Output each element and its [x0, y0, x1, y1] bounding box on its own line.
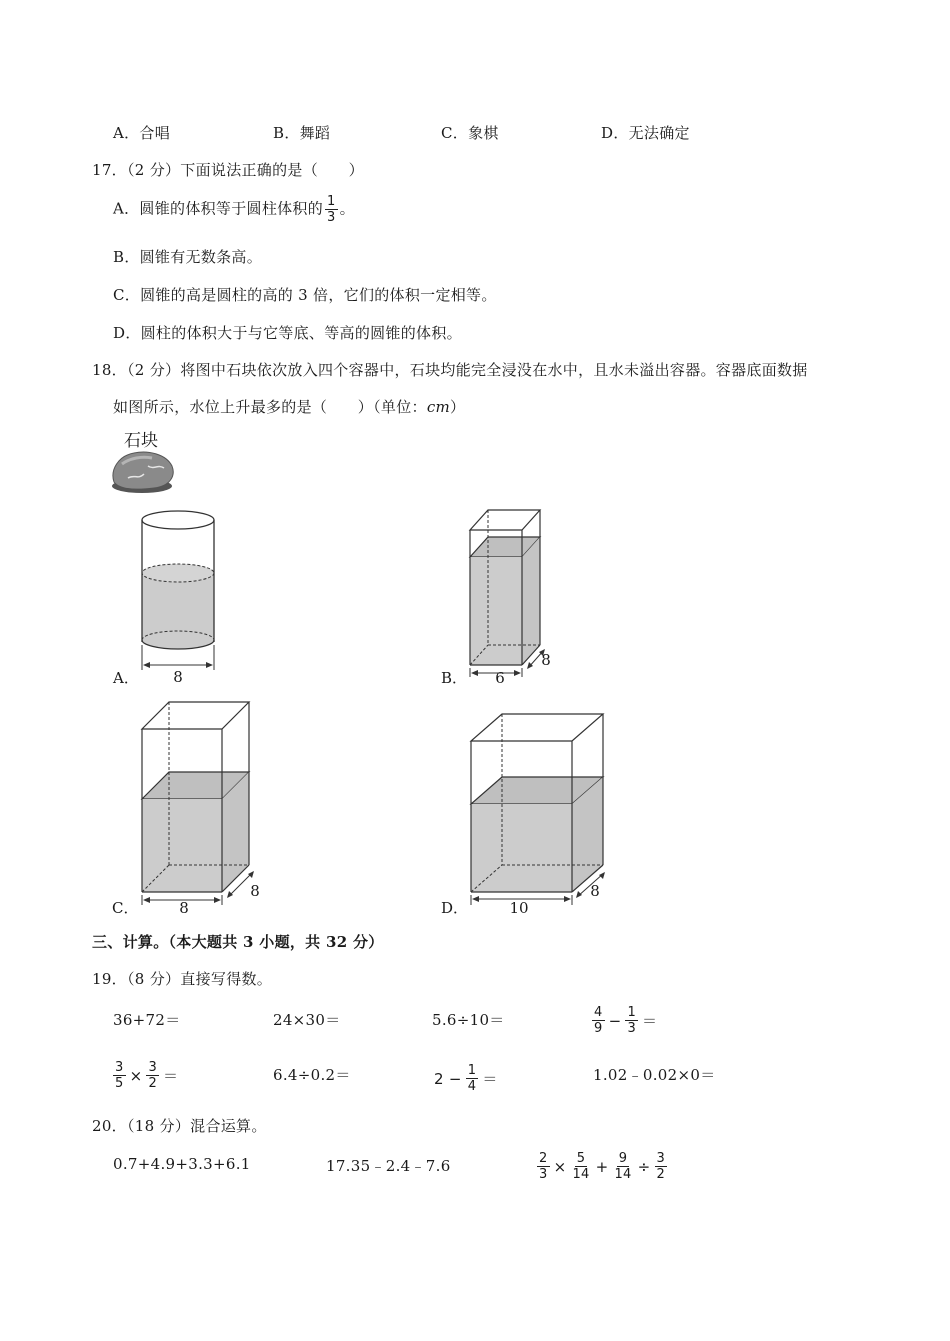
q17-stem: 17．（2 分）下面说法正确的是（ ） [92, 161, 364, 179]
q19-item-5: $\frac{3}{5}$ × $\frac{3}{2}$ ＝ [115, 1060, 179, 1091]
container-b-box [436, 505, 576, 695]
container-a-cylinder [105, 505, 235, 695]
q18-stem-line1: 18．（2 分）将图中石块依次放入四个容器中，石块均能完全浸没在水中，且水未溢出容器。容器底面数据 [92, 361, 808, 379]
q20-expr-1: 0.7+4.9+3.3+6.1 [113, 1155, 251, 1173]
q16-option-d: D．无法确定 [601, 124, 690, 142]
container-b-dim-width: 6 [495, 669, 505, 687]
q20-expr-2: 17.35﹣2.4﹣7.6 [326, 1157, 451, 1175]
container-b-dim-depth: 8 [541, 651, 551, 669]
q20-stem: 20．（18 分）混合运算。 [92, 1117, 267, 1135]
q16-option-b: B．舞蹈 [273, 124, 331, 142]
q19-item-3: 5.6÷10＝ [432, 1011, 505, 1029]
stone-label: 石块 [124, 431, 158, 451]
container-d-dim-width: 10 [509, 899, 529, 917]
q19-item-1: 36+72＝ [113, 1011, 181, 1029]
q19-item-6: 6.4÷0.2＝ [273, 1066, 351, 1084]
container-d-label: D． [441, 899, 469, 917]
container-c-dim-depth: 8 [250, 882, 260, 900]
container-a-dim: 8 [173, 668, 183, 686]
container-a-label: A． [113, 669, 139, 687]
q17-option-a-text: A．圆锥的体积等于圆柱体积的 [113, 199, 324, 218]
section-3-heading: 三、计算。（本大题共 3 小题，共 32 分） [92, 933, 384, 951]
container-d-box [436, 705, 626, 920]
q19-item-2: 24×30＝ [273, 1011, 341, 1029]
container-d-dim-depth: 8 [590, 882, 600, 900]
container-c-dim-width: 8 [179, 899, 189, 917]
container-b-label: B． [441, 669, 468, 687]
q17-option-c: C．圆锥的高是圆柱的高的 3 倍，它们的体积一定相等。 [113, 286, 497, 304]
q19-item-8: 1.02﹣0.02×0＝ [593, 1066, 716, 1084]
fraction: $\frac{1}{3}$ [327, 194, 336, 225]
q16-option-c: C．象棋 [441, 124, 499, 142]
stone-image [108, 448, 178, 496]
container-c-box [106, 695, 276, 920]
q17-option-b: B．圆锥有无数条高。 [113, 248, 263, 266]
q19-stem: 19．（8 分）直接写得数。 [92, 970, 273, 988]
q16-option-a: A．合唱 [113, 124, 171, 142]
container-c-label: C． [112, 899, 139, 917]
q17-option-d: D．圆柱的体积大于与它等底、等高的圆锥的体积。 [113, 324, 462, 342]
q19-item-4: $\frac{4}{9}$ − $\frac{1}{3}$ ＝ [594, 1005, 658, 1036]
q20-expr-3: $\frac{2}{3}$ × $\frac{5}{14}$ + $\frac{9}{14}$ ÷ $\frac{3}{2}$ [539, 1151, 666, 1182]
q19-item-7: 2 − $\frac{1}{4}$ ＝ [434, 1063, 498, 1094]
q17-option-a: A．圆锥的体积等于圆柱体积的 $\frac{1}{3}$ 。 [113, 194, 355, 225]
q18-stem-line2: 如图所示，水位上升最多的是（ ）（单位：cm） [113, 398, 466, 416]
